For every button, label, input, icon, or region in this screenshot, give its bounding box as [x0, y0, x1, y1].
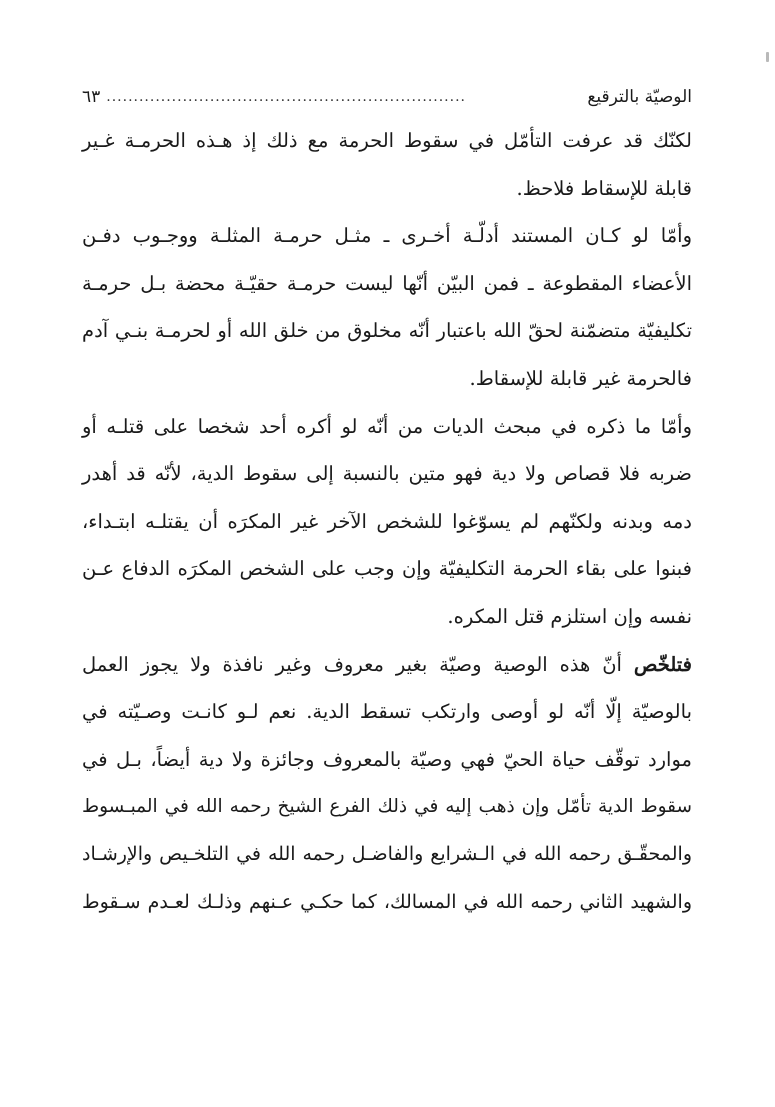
- text-line: [82, 736, 692, 784]
- line-text: وأمّا ما ذكره في مبحث الديات من أنّه لو أكره أحد شخصا على قتلـه أو: [82, 414, 692, 438]
- text-line: [82, 307, 692, 355]
- line-text: أنّ هذه الوصية وصيّة بغير معروف وغير نافذة ولا يجوز العمل: [82, 652, 634, 676]
- line-text: الأعضاء المقطوعة ـ فمن البيّن أنّها ليست حرمـة حقيّـة محضة بـل حرمـة: [82, 271, 692, 295]
- line-text: فالحرمة غير قابلة للإسقاط.: [469, 366, 692, 390]
- text-line: [82, 117, 692, 165]
- text-line: [82, 783, 692, 831]
- text-line: [82, 641, 692, 689]
- line-text: دمه وبدنه ولكنّهم لم يسوّغوا للشخص الآخر غير المكرَه أن يقتلـه ابتـداء،: [82, 509, 692, 533]
- header-title: الوصيّة بالترقيع: [587, 87, 692, 107]
- line-text: قابلة للإسقاط فلاحظ.: [516, 176, 692, 200]
- text-line: [82, 165, 692, 213]
- page-number: ٦٣: [82, 87, 101, 107]
- text-line: [82, 879, 692, 927]
- line-text: سقوط الدية تأمّل وإن ذهب إليه في ذلك الفرع الشيخ رحمه الله في المبـسوط: [82, 796, 692, 818]
- header-leader-dots: ..................................................................: [106, 89, 466, 105]
- line-text: وأمّا لو كـان المستند أدلّـة أخـرى ـ مثـل حرمـة المثلـة ووجـوب دفـن: [82, 224, 692, 248]
- body-text: [82, 117, 692, 926]
- text-line: [82, 688, 692, 736]
- text-line: [82, 831, 692, 879]
- text-line: [82, 498, 692, 546]
- text-line: [82, 450, 692, 498]
- line-text: ضربه فلا قصاص ولا دية فهو متين بالنسبة إلى سقوط الدية، لأنّه قد أهدر: [82, 462, 692, 486]
- text-line: [82, 212, 692, 260]
- line-text: فبنوا على بقاء الحرمة التكليفيّة وإن وجب على الشخص المكرَه الدفاع عـن: [82, 557, 692, 581]
- line-text: تكليفيّة متضمّنة لحقّ الله باعتبار أنّه مخلوق من خلق الله أو لحرمـة بنـي آدم: [82, 319, 692, 343]
- text-line: [82, 545, 692, 593]
- text-line: [82, 403, 692, 451]
- scan-mark: [766, 52, 769, 62]
- line-text: والمحقّـق رحمه الله في الـشرايع والفاضـل رحمه الله في التلخـيص والإرشـاد: [82, 842, 692, 865]
- running-header: [82, 82, 692, 112]
- line-text: نفسه وإن استلزم قتل المكره.: [447, 604, 692, 628]
- line-text: بالوصيّة إلّا أنّه لو أوصى وارتكب تسقط الدية. نعم لـو كانـت وصـيّته في: [82, 700, 692, 724]
- text-line: [82, 260, 692, 308]
- line-text: والشهيد الثاني رحمه الله في المسالك، كما حكـي عـنهم وذلـك لعـدم سـقوط: [82, 890, 692, 913]
- text-line: [82, 593, 692, 641]
- text-line: [82, 355, 692, 403]
- line-lead-bold: فتلخّص: [633, 652, 692, 676]
- line-text: لكنّك قد عرفت التأمّل في سقوط الحرمة مع ذلك إذ هـذه الحرمـة غـير: [82, 129, 692, 152]
- line-text: موارد توقّف حياة الحيّ فهي وصيّة بالمعروف وجائزة ولا دية أيضاً، بـل في: [82, 747, 692, 771]
